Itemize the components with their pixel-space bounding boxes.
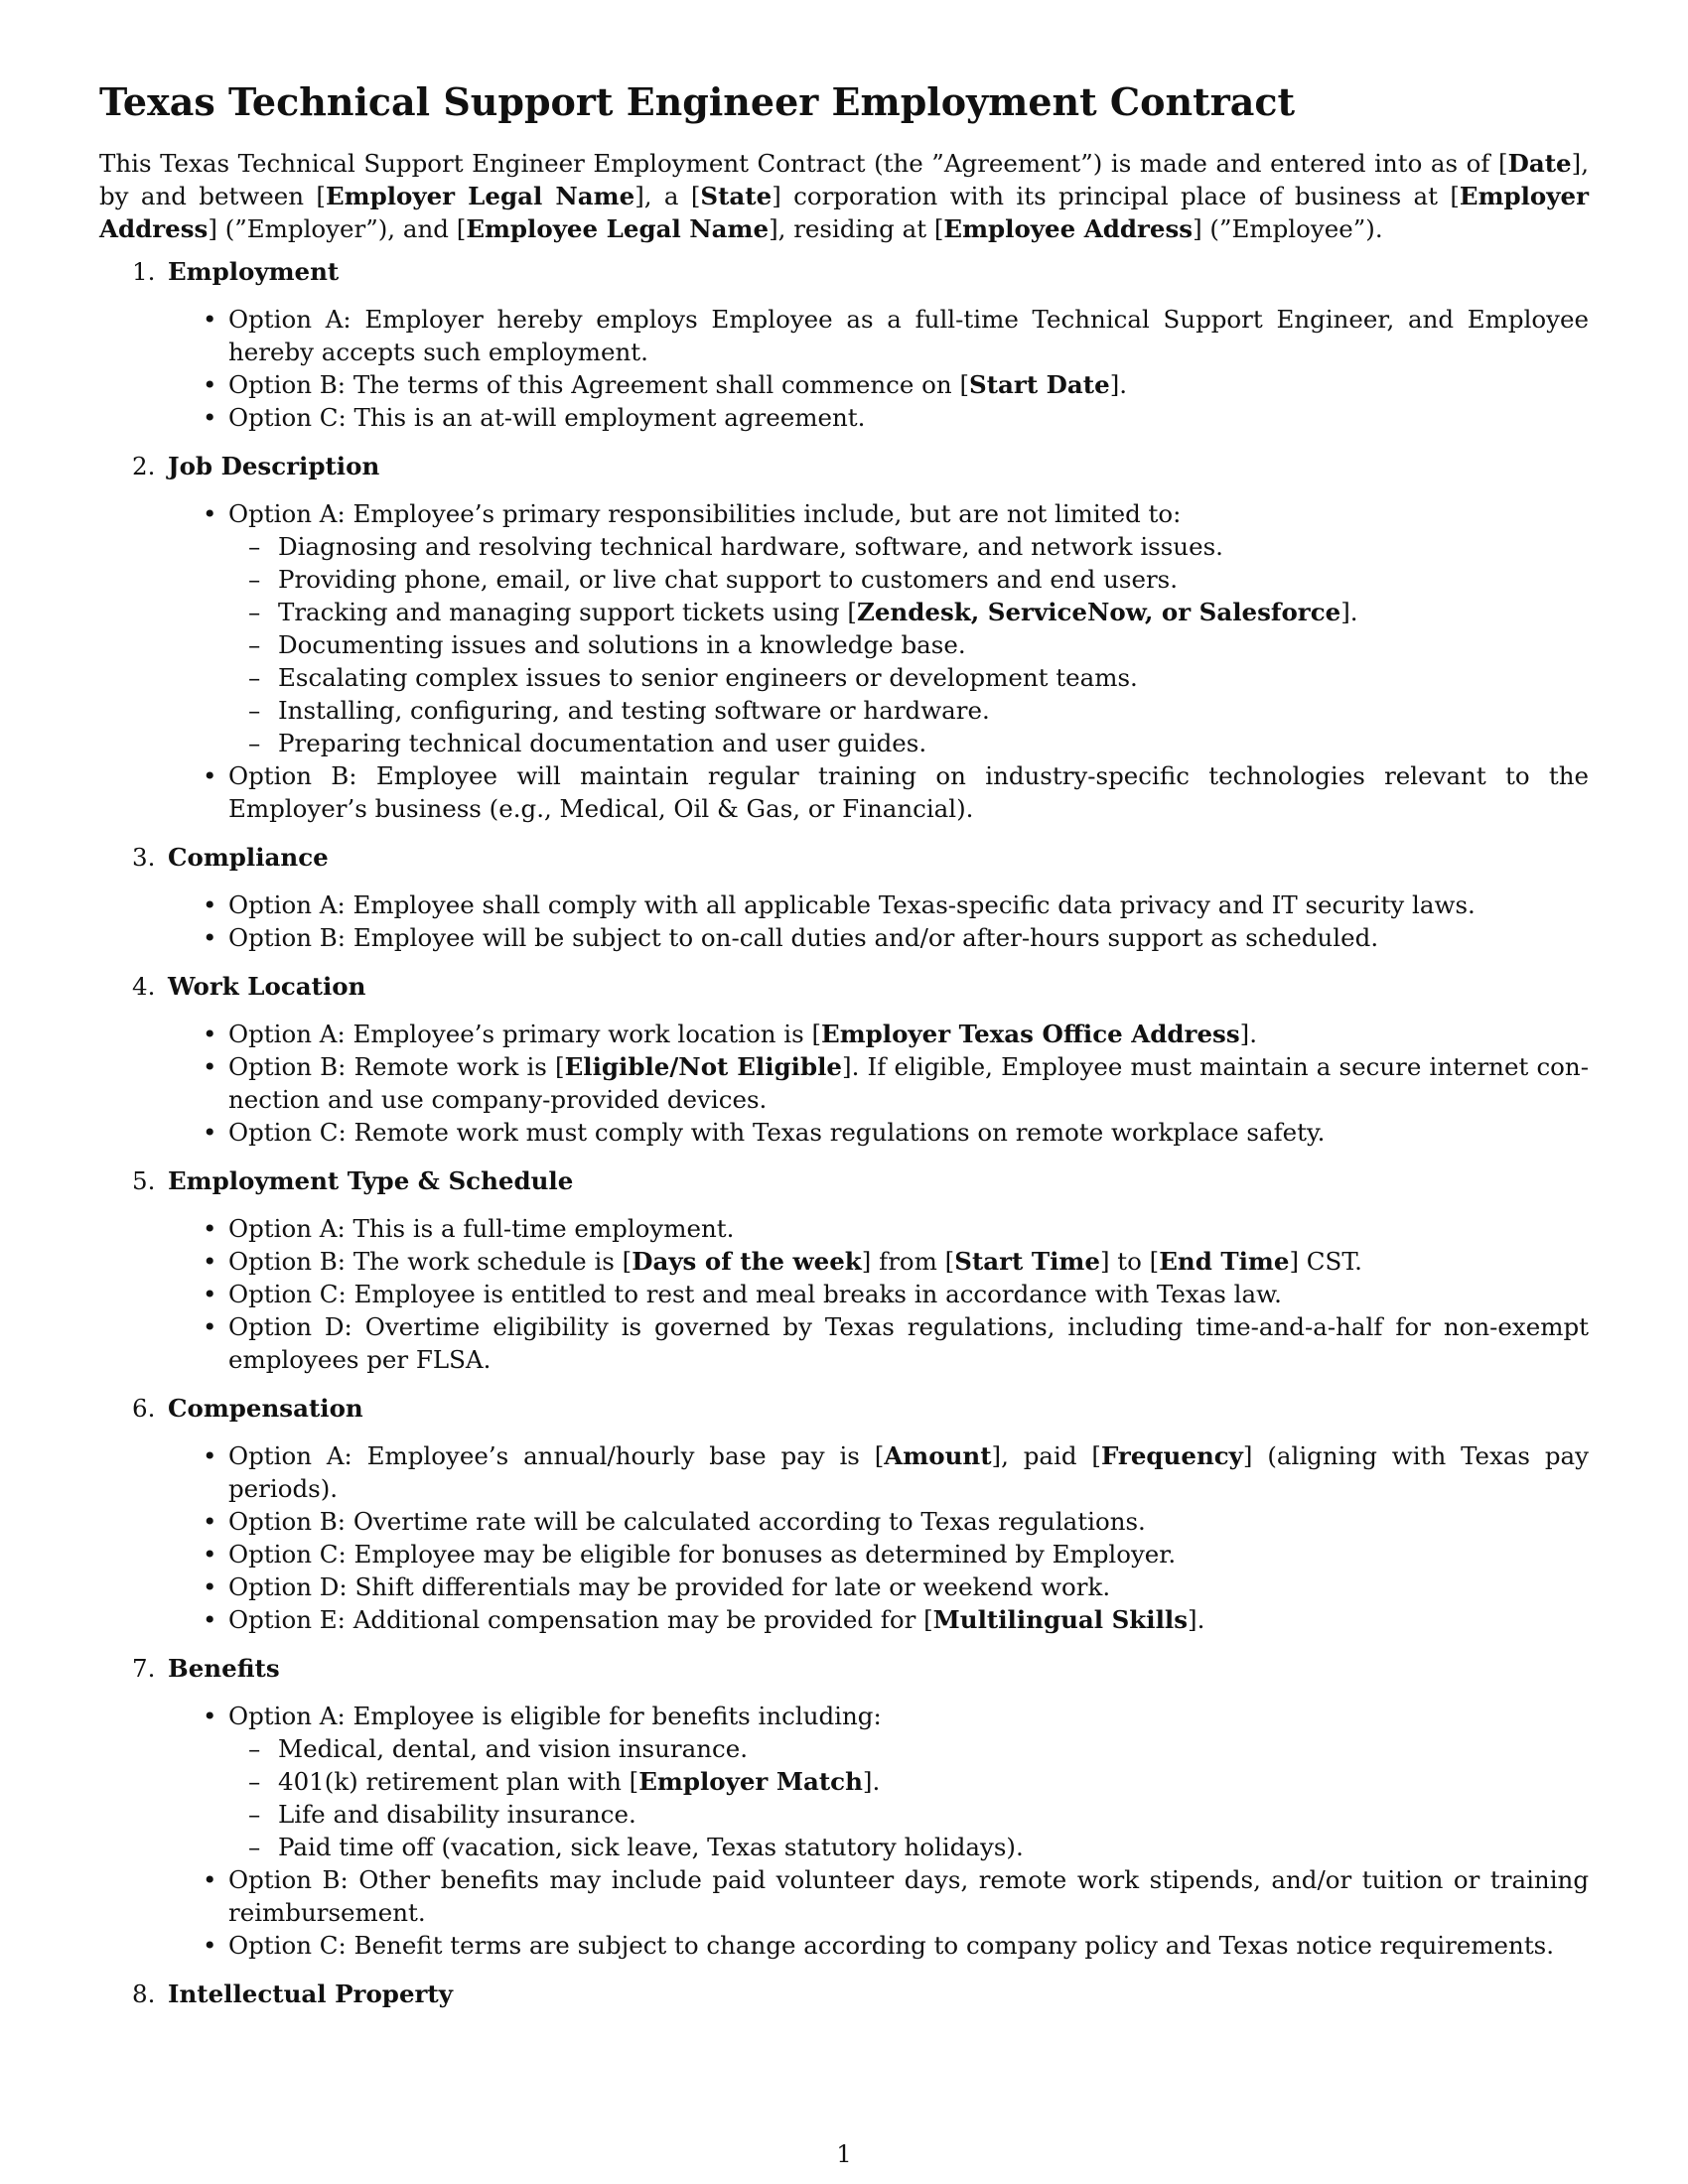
section-compliance	[99, 841, 1589, 954]
sub-item: – Installing, configuring, and testing software or hardware.	[228, 694, 1589, 727]
option-item	[167, 1245, 1589, 1278]
section-compensation	[99, 1392, 1589, 1636]
placeholder-employee-address: Employee Address	[943, 214, 1194, 243]
option-text: ]. If eligible, Employee must maintain a secure internet connection and use company-provided devices.	[228, 1052, 1589, 1114]
option-item: • Option C: Remote work must comply with Texas regulations on remote workplace safety.	[167, 1116, 1589, 1149]
section-benefits	[99, 1652, 1589, 1962]
option-item	[167, 1700, 1589, 1863]
intro-text: ], a [	[634, 182, 701, 210]
placeholder-amount: Amount	[884, 1441, 992, 1470]
intro-text: ], by and between [	[99, 149, 1589, 210]
option-text: ] (aligning with Texas pay periods).	[228, 1441, 1589, 1503]
option-text: Option A: Employee’s primary work location is [	[228, 1020, 822, 1048]
sub-text: ].	[1340, 598, 1358, 626]
options-list	[168, 1018, 1589, 1149]
intro-paragraph	[99, 147, 1589, 245]
section-title: Work Location	[168, 972, 366, 1001]
section-employment-type	[99, 1164, 1589, 1376]
intro-text: ] (”Employer”), and [	[208, 214, 467, 243]
sub-text: ].	[862, 1767, 881, 1796]
sub-item: – Providing phone, email, or live chat support to customers and end users.	[228, 563, 1589, 596]
section-title: Employment	[168, 257, 340, 286]
placeholder-state: State	[700, 182, 773, 210]
sub-item: – Diagnosing and resolving technical hardware, software, and network issues.	[228, 530, 1589, 563]
sub-item: – Preparing technical documentation and user guides.	[228, 727, 1589, 759]
option-item: • Option D: Overtime eligibility is governed by Texas regulations, including time-and-a-half for non-exempt employees per FLSA.	[167, 1310, 1589, 1376]
section-number: 8.	[132, 1979, 156, 2008]
option-item	[167, 368, 1589, 401]
section-number: 6.	[132, 1394, 156, 1423]
option-item: • Option B: Employee will be subject to on-call duties and/or after-hours support as scheduled.	[167, 921, 1589, 954]
section-job-description	[99, 450, 1589, 825]
option-text: ] CST.	[1289, 1247, 1362, 1276]
sub-item: – Life and disability insurance.	[228, 1798, 1589, 1831]
section-title: Intellectual Property	[168, 1979, 453, 2008]
placeholder-employer-name: Employer Legal Name	[325, 182, 635, 210]
option-item	[167, 1603, 1589, 1636]
option-text: Option A: Employee is eligible for benefits including:	[228, 1702, 882, 1730]
section-number: 3.	[132, 843, 156, 872]
sub-item: – Documenting issues and solutions in a knowledge base.	[228, 628, 1589, 661]
placeholder-end-time: End Time	[1159, 1247, 1290, 1276]
section-number: 7.	[132, 1654, 156, 1683]
option-item: • Option C: Employee may be eligible for bonuses as determined by Employer.	[167, 1538, 1589, 1570]
section-title: Compliance	[168, 843, 329, 872]
option-text: ] from [	[861, 1247, 955, 1276]
option-text: ].	[1188, 1605, 1205, 1634]
sections-list	[99, 255, 1589, 2010]
section-number: 1.	[132, 257, 156, 286]
options-list	[168, 497, 1589, 825]
option-item: • Option A: Employee shall comply with all applicable Texas-specific data privacy and IT security laws.	[167, 888, 1589, 921]
intro-text: ] (”Employee”).	[1193, 214, 1383, 243]
section-title: Benefits	[168, 1654, 280, 1683]
placeholder-office-address: Employer Texas Office Address	[821, 1020, 1240, 1048]
placeholder-employer-match: Employer Match	[638, 1767, 863, 1796]
placeholder-start-date: Start Date	[969, 370, 1110, 399]
option-item: • Option C: Benefit terms are subject to change according to company policy and Texas notice requirements.	[167, 1929, 1589, 1962]
document-title: Texas Technical Support Engineer Employment Contract	[99, 79, 1296, 124]
sub-list	[228, 1732, 1589, 1863]
placeholder-employee-name: Employee Legal Name	[466, 214, 770, 243]
placeholder-employer-address: Employer Address	[99, 182, 1589, 243]
section-title: Compensation	[168, 1394, 363, 1423]
option-text: Option A: Employee’s annual/hourly base pay is [	[228, 1441, 885, 1470]
placeholder-days: Days of the week	[632, 1247, 862, 1276]
sub-item	[228, 1765, 1589, 1798]
options-list	[168, 303, 1589, 434]
section-number: 2.	[132, 452, 156, 480]
placeholder-remote-eligibility: Eligible/Not Eligible	[564, 1052, 843, 1081]
document-page	[99, 79, 1589, 2026]
option-item: • Option C: Employee is entitled to rest and meal breaks in accordance with Texas law.	[167, 1278, 1589, 1310]
placeholder-start-time: Start Time	[954, 1247, 1100, 1276]
section-intellectual-property	[99, 1978, 1589, 2010]
intro-text: This Texas Technical Support Engineer Employment Contract (the ”Agreement”) is made and entered into as of [	[99, 149, 1508, 178]
page-number: 1	[836, 2140, 852, 2168]
option-item: • Option D: Shift differentials may be provided for late or weekend work.	[167, 1570, 1589, 1603]
option-item: • Option B: Overtime rate will be calculated according to Texas regulations.	[167, 1505, 1589, 1538]
option-item: • Option A: This is a full-time employment.	[167, 1212, 1589, 1245]
option-item: • Option B: Employee will maintain regular training on industry-specific technologies relevant to the Employer’s business (e.g., Medical, Oil & Gas, or Financial).	[167, 759, 1589, 825]
option-item	[167, 1018, 1589, 1050]
sub-list	[228, 530, 1589, 759]
placeholder-ticket-system: Zendesk, ServiceNow, or Salesforce	[856, 598, 1341, 626]
sub-item: – Medical, dental, and vision insurance.	[228, 1732, 1589, 1765]
sub-text: 401(k) retirement plan with [	[278, 1767, 639, 1796]
option-text: ].	[1109, 370, 1128, 399]
option-text: Option B: The work schedule is [	[228, 1247, 633, 1276]
option-text: ] to [	[1099, 1247, 1160, 1276]
sub-text: Tracking and managing support tickets using [	[278, 598, 857, 626]
option-text: Option B: Remote work is [	[228, 1052, 565, 1081]
placeholder-multilingual-skills: Multilingual Skills	[932, 1605, 1189, 1634]
option-item	[167, 497, 1589, 759]
options-list	[168, 888, 1589, 954]
section-employment	[99, 255, 1589, 434]
option-text: Option B: The terms of this Agreement shall commence on [	[228, 370, 970, 399]
options-list	[168, 1212, 1589, 1376]
placeholder-frequency: Frequency	[1100, 1441, 1243, 1470]
intro-text: ], residing at [	[769, 214, 944, 243]
sub-item: – Escalating complex issues to senior engineers or development teams.	[228, 661, 1589, 694]
section-number: 5.	[132, 1166, 156, 1195]
intro-text: ] corporation with its principal place of business at [	[772, 182, 1460, 210]
placeholder-date: Date	[1507, 149, 1572, 178]
option-text: Option E: Additional compensation may be provided for [	[228, 1605, 933, 1634]
option-item: • Option B: Other benefits may include paid volunteer days, remote work stipends, and/or tuition or training reimbursement.	[167, 1863, 1589, 1929]
options-list	[168, 1700, 1589, 1962]
options-list	[168, 1439, 1589, 1636]
option-text: ].	[1239, 1020, 1257, 1048]
section-title: Employment Type & Schedule	[168, 1166, 574, 1195]
option-item	[167, 1439, 1589, 1505]
option-item: • Option C: This is an at-will employment agreement.	[167, 401, 1589, 434]
option-text: ], paid [	[991, 1441, 1101, 1470]
option-text: Option A: Employee’s primary responsibilities include, but are not limited to:	[228, 499, 1182, 528]
sub-item	[228, 596, 1589, 628]
section-title: Job Description	[168, 452, 380, 480]
sub-item: – Paid time off (vacation, sick leave, Texas statutory holidays).	[228, 1831, 1589, 1863]
option-item: • Option A: Employer hereby employs Employee as a full-time Technical Support Engineer, and Employee hereby accepts such employment.	[167, 303, 1589, 368]
section-work-location	[99, 970, 1589, 1149]
option-item	[167, 1050, 1589, 1116]
section-number: 4.	[132, 972, 156, 1001]
